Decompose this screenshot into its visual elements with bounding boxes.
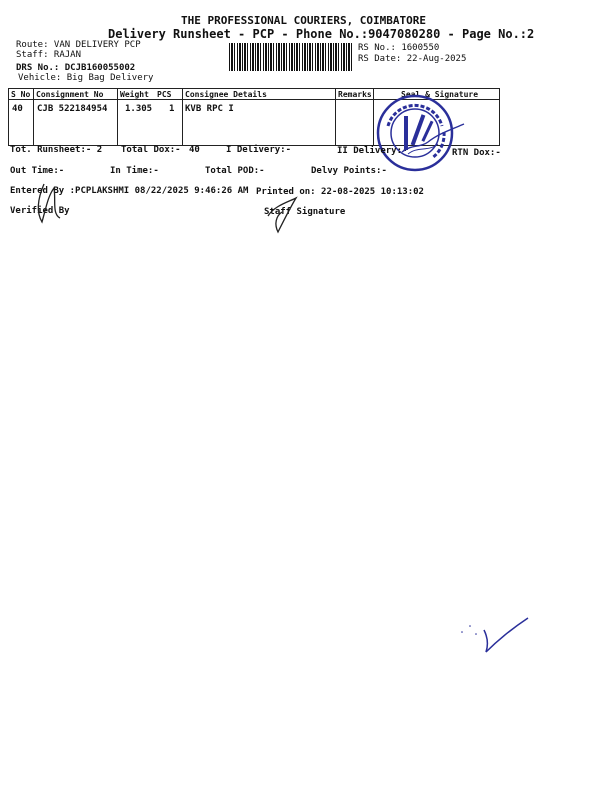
route-label: Route: VAN DELIVERY PCP — [16, 40, 141, 50]
header-consignment: Consignment No — [36, 90, 104, 99]
total-pod: Total POD:- — [205, 166, 265, 176]
header-sno: S No — [11, 90, 31, 99]
verifier-signature — [30, 178, 80, 228]
ii-delivery: II Delivery:- — [337, 146, 408, 156]
out-time: Out Time:- — [10, 166, 65, 176]
vehicle-label: Vehicle: Big Bag Delivery — [18, 73, 154, 83]
row-consignment: CJB 522184954 — [37, 104, 108, 114]
row-consignee: KVB RPC I — [185, 104, 234, 114]
delvy-points: Delvy Points:- — [311, 166, 387, 176]
total-dox-value: 40 — [189, 145, 200, 155]
rs-number: RS No.: 1600550 — [358, 43, 440, 53]
rs-date: RS Date: 22-Aug-2025 — [358, 54, 467, 64]
drs-number: DRS No.: DCJB160055002 — [16, 63, 136, 73]
in-time: In Time:- — [110, 166, 159, 176]
stamp-signature — [398, 122, 468, 162]
runsheet-title: Delivery Runsheet - PCP - Phone No.:9047080280 - Page No.:2 — [108, 27, 535, 41]
company-name: THE PROFESSIONAL COURIERS, COIMBATORE — [181, 14, 427, 27]
rtn-dox: RTN Dox:- — [452, 148, 501, 158]
staff-signature — [262, 194, 312, 236]
total-dox-label: Total Dox:- — [121, 145, 181, 155]
entered-by: Entered By :PCPLAKSHMI 08/22/2025 9:46:26 AM — [10, 186, 249, 196]
header-remarks: Remarks — [338, 90, 372, 99]
header-pcs: PCS — [157, 90, 172, 99]
header-weight: Weight — [120, 90, 149, 99]
staff-label: Staff: RAJAN — [16, 50, 82, 60]
header-consignee: Consignee Details — [185, 90, 267, 99]
barcode — [229, 43, 353, 71]
bottom-signature-mark — [448, 612, 532, 658]
printed-on: Printed on: 22-08-2025 10:13:02 — [256, 187, 424, 197]
tot-runsheet: Tot. Runsheet:- 2 — [10, 145, 103, 155]
i-delivery: I Delivery:- — [226, 145, 292, 155]
row-weight: 1.305 — [125, 104, 153, 114]
row-sno: 40 — [12, 104, 23, 114]
staff-signature-label: Staff Signature — [264, 207, 346, 217]
verified-by: Verified By — [10, 206, 70, 216]
row-pcs: 1 — [169, 104, 175, 114]
header-seal-signature: Seal & Signature — [401, 90, 479, 99]
